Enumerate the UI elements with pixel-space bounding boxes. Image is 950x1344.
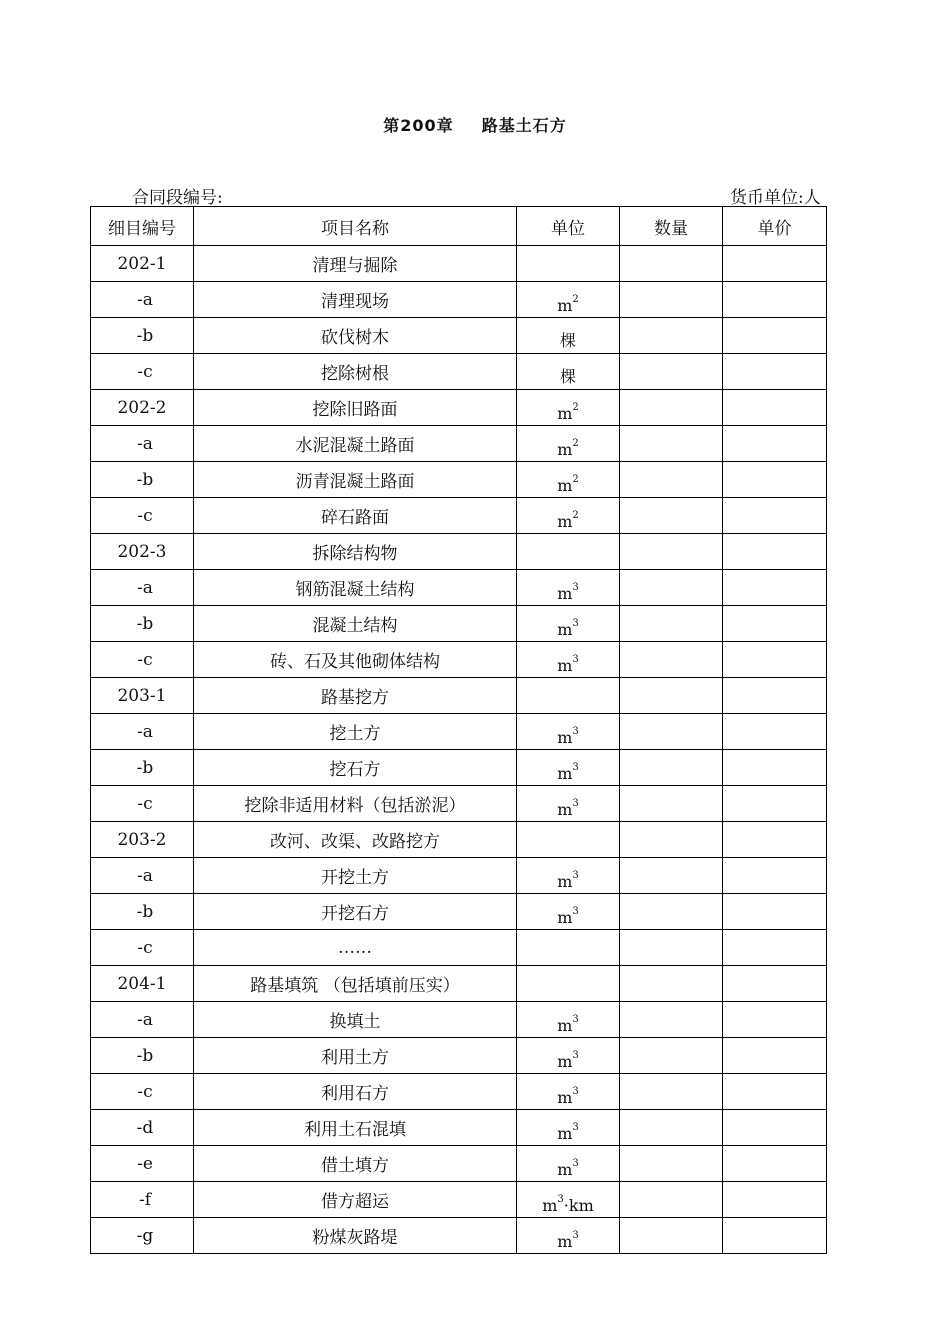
unit-cell: $m^3$ [517,714,620,750]
unit-cell: $m^2$ [517,462,620,498]
table-row [91,282,827,318]
quantity-cell [620,930,723,966]
item-name-cell: 开挖石方 [194,894,517,930]
unit-price-cell [723,1074,827,1110]
unit-cell [517,534,620,570]
contract-section-label: 合同段编号: [132,188,223,208]
item-name-cell: 水泥混凝土路面 [194,426,517,462]
unit-cell [517,678,620,714]
unit-cell: $m^3$ [517,1146,620,1182]
quantity-cell [620,534,723,570]
item-name-cell: 利用土石混填 [194,1110,517,1146]
item-name-cell: 砖、石及其他砌体结构 [194,642,517,678]
item-code-cell: -b [91,894,194,930]
item-code-cell: -c [91,1074,194,1110]
item-code-cell: -c [91,498,194,534]
table-row [91,534,827,570]
unit-cell: $m^3$ [517,786,620,822]
header-quantity: 数量 [620,207,723,246]
table-row [91,246,827,282]
item-name-cell: 混凝土结构 [194,606,517,642]
unit-price-cell [723,786,827,822]
table-row [91,858,827,894]
item-code-cell: -b [91,606,194,642]
table-row [91,1182,827,1218]
item-code-cell: -a [91,858,194,894]
quantity-cell [620,822,723,858]
unit-price-cell [723,894,827,930]
unit-price-cell [723,1182,827,1218]
unit-cell: $m^2$ [517,498,620,534]
unit-cell: $m^3$ [517,1218,620,1254]
item-code-cell: -b [91,318,194,354]
quantity-cell [620,678,723,714]
quantity-cell [620,354,723,390]
quantity-cell [620,966,723,1002]
quantity-cell [620,498,723,534]
unit-price-cell [723,930,827,966]
table-row [91,606,827,642]
unit-price-cell [723,534,827,570]
table-row [91,426,827,462]
item-code-cell: -e [91,1146,194,1182]
unit-price-cell [723,570,827,606]
item-code-cell: -c [91,354,194,390]
bill-of-quantities-table [90,206,827,1254]
item-code-cell: -c [91,786,194,822]
header-item-name: 项目名称 [194,207,517,246]
table-row [91,354,827,390]
item-name-cell: 开挖土方 [194,858,517,894]
unit-price-cell [723,606,827,642]
unit-price-cell [723,750,827,786]
table-row [91,1218,827,1254]
quantity-cell [620,858,723,894]
quantity-cell [620,642,723,678]
item-code-cell: -b [91,1038,194,1074]
unit-price-cell [723,642,827,678]
table-row [91,786,827,822]
item-name-cell: 借土填方 [194,1146,517,1182]
item-name-cell: …… [194,930,517,966]
quantity-cell [620,390,723,426]
quantity-cell [620,462,723,498]
table-row [91,966,827,1002]
unit-price-cell [723,1038,827,1074]
item-name-cell: 挖除非适用材料（包括淤泥） [194,786,517,822]
unit-price-cell [723,426,827,462]
unit-price-cell [723,678,827,714]
unit-price-cell [723,1146,827,1182]
item-name-cell: 路基挖方 [194,678,517,714]
unit-cell [517,966,620,1002]
unit-cell: 棵 [517,354,620,390]
unit-price-cell [723,858,827,894]
unit-cell: $m^3\cdot km$ [517,1182,620,1218]
item-name-cell: 碎石路面 [194,498,517,534]
item-code-cell: 202-2 [91,390,194,426]
quantity-cell [620,1002,723,1038]
unit-price-cell [723,1110,827,1146]
table-row [91,570,827,606]
quantity-cell [620,246,723,282]
unit-price-cell [723,822,827,858]
table-row [91,678,827,714]
unit-price-cell [723,318,827,354]
unit-cell: $m^2$ [517,426,620,462]
unit-price-cell [723,390,827,426]
item-code-cell: 202-1 [91,246,194,282]
quantity-cell [620,606,723,642]
item-code-cell: -d [91,1110,194,1146]
item-name-cell: 清理现场 [194,282,517,318]
item-code-cell: -a [91,282,194,318]
unit-cell: $m^3$ [517,750,620,786]
table-row [91,390,827,426]
header-item-code: 细目编号 [91,207,194,246]
unit-cell: $m^3$ [517,894,620,930]
quantity-cell [620,1182,723,1218]
item-code-cell: -a [91,1002,194,1038]
item-code-cell: 202-3 [91,534,194,570]
unit-cell [517,930,620,966]
item-code-cell: -b [91,750,194,786]
item-name-cell: 粉煤灰路堤 [194,1218,517,1254]
item-code-cell: 203-2 [91,822,194,858]
item-code-cell: -a [91,714,194,750]
table-row [91,498,827,534]
item-name-cell: 挖土方 [194,714,517,750]
unit-price-cell [723,354,827,390]
quantity-cell [620,1038,723,1074]
table-row [91,1038,827,1074]
unit-cell: $m^3$ [517,1110,620,1146]
quantity-cell [620,282,723,318]
table-row [91,714,827,750]
unit-price-cell [723,1218,827,1254]
unit-cell: $m^3$ [517,858,620,894]
table-row [91,930,827,966]
unit-cell: $m^2$ [517,390,620,426]
item-code-cell: -a [91,426,194,462]
unit-price-cell [723,282,827,318]
table-row [91,750,827,786]
item-name-cell: 改河、改渠、改路挖方 [194,822,517,858]
table-header-row [91,207,827,246]
item-name-cell: 砍伐树木 [194,318,517,354]
quantity-cell [620,714,723,750]
item-name-cell: 路基填筑 （包括填前压实） [194,966,517,1002]
table-row [91,462,827,498]
table-row [91,1074,827,1110]
item-name-cell: 挖石方 [194,750,517,786]
page-title [0,113,950,136]
unit-price-cell [723,966,827,1002]
item-code-cell: -c [91,642,194,678]
item-code-cell: -f [91,1182,194,1218]
currency-unit-label: 货币单位:人 [730,188,821,208]
table-row [91,1002,827,1038]
table-row [91,318,827,354]
item-code-cell: -a [91,570,194,606]
unit-cell [517,246,620,282]
unit-price-cell [723,714,827,750]
table-row [91,1146,827,1182]
item-name-cell: 挖除树根 [194,354,517,390]
item-name-cell: 借方超运 [194,1182,517,1218]
header-unit-price: 单价 [723,207,827,246]
table-row [91,642,827,678]
item-code-cell: -g [91,1218,194,1254]
item-code-cell: 203-1 [91,678,194,714]
quantity-cell [620,1110,723,1146]
item-name-cell: 钢筋混凝土结构 [194,570,517,606]
unit-cell: $m^2$ [517,282,620,318]
item-code-cell: -b [91,462,194,498]
quantity-cell [620,750,723,786]
unit-cell [517,822,620,858]
item-name-cell: 利用土方 [194,1038,517,1074]
unit-cell: $m^3$ [517,1038,620,1074]
item-name-cell: 清理与掘除 [194,246,517,282]
item-name-cell: 挖除旧路面 [194,390,517,426]
table-row [91,822,827,858]
quantity-cell [620,1074,723,1110]
item-name-cell: 沥青混凝土路面 [194,462,517,498]
quantity-cell [620,1218,723,1254]
quantity-cell [620,570,723,606]
table-row [91,1110,827,1146]
unit-price-cell [723,1002,827,1038]
chapter-name: 路基土石方 [481,116,567,135]
unit-price-cell [723,246,827,282]
item-code-cell: -c [91,930,194,966]
unit-cell: $m^3$ [517,1002,620,1038]
quantity-cell [620,894,723,930]
header-unit: 单位 [517,207,620,246]
quantity-cell [620,1146,723,1182]
item-code-cell: 204-1 [91,966,194,1002]
table-row [91,894,827,930]
quantity-cell [620,318,723,354]
unit-cell: 棵 [517,318,620,354]
unit-cell: $m^3$ [517,642,620,678]
chapter-number: 第200章 [383,116,454,135]
item-name-cell: 换填土 [194,1002,517,1038]
item-name-cell: 利用石方 [194,1074,517,1110]
unit-price-cell [723,498,827,534]
item-name-cell: 拆除结构物 [194,534,517,570]
unit-price-cell [723,462,827,498]
quantity-cell [620,426,723,462]
unit-cell: $m^3$ [517,606,620,642]
unit-cell: $m^3$ [517,570,620,606]
unit-cell: $m^3$ [517,1074,620,1110]
quantity-cell [620,786,723,822]
table-body [91,246,827,1254]
